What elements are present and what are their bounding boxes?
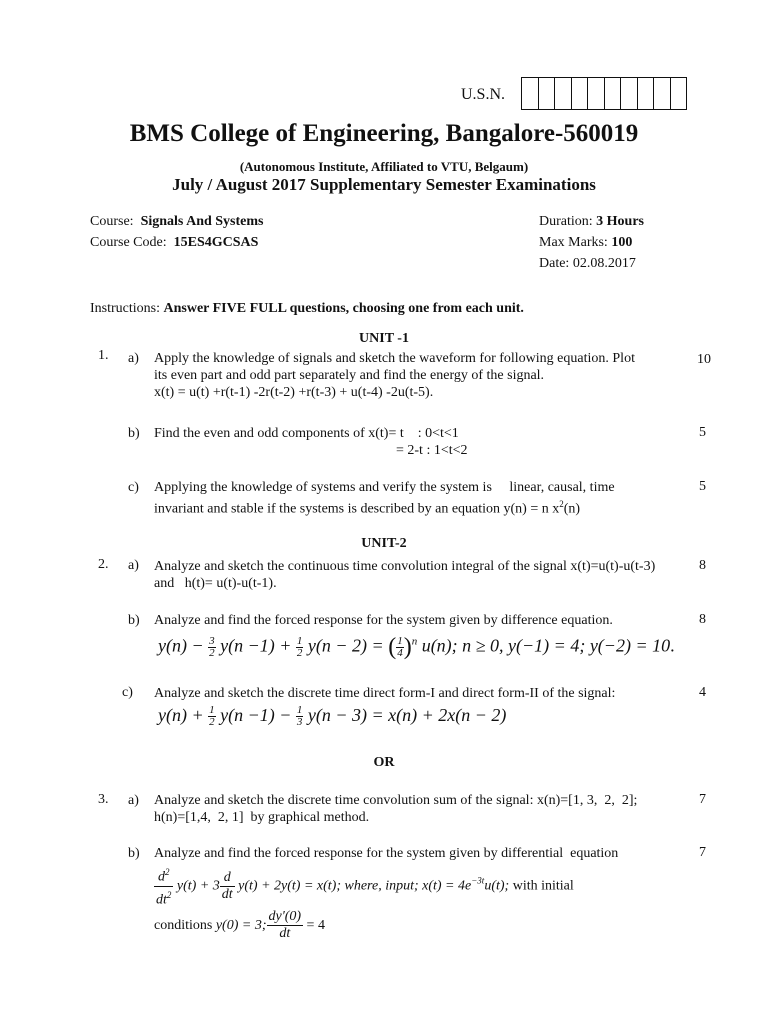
unit-2-heading: UNIT-2 xyxy=(361,536,407,551)
fraction xyxy=(296,636,304,659)
question-line: Applying the knowledge of systems and verify the system is linear, causal, time xyxy=(154,480,615,495)
question-text: conditions xyxy=(154,918,216,933)
max-marks-label: Max Marks: xyxy=(539,235,608,250)
question-text: invariant and stable if the systems is described by an equation y(n) = n x xyxy=(154,501,560,517)
marks: 4 xyxy=(699,685,706,700)
question-text: with initial xyxy=(509,878,574,894)
marks: 7 xyxy=(699,845,706,860)
code-line xyxy=(90,235,258,251)
usn-boxes xyxy=(521,77,687,110)
superscript: 2 xyxy=(559,499,564,509)
fraction xyxy=(208,705,216,728)
unit-1-heading: UNIT -1 xyxy=(359,331,409,346)
numerator xyxy=(154,864,173,887)
superscript: 2 xyxy=(166,889,172,900)
question-line: Analyze and sketch the discrete time convolution sum of the signal: x(n)=[1, 3, 2, 2]; xyxy=(154,793,638,808)
max-marks-value: 100 xyxy=(611,235,633,250)
numerator: 1 xyxy=(397,635,403,647)
marks: 5 xyxy=(699,425,706,440)
period: . xyxy=(670,635,675,656)
question-line: and h(t)= u(t)-u(t-1). xyxy=(154,576,277,591)
signal-equation xyxy=(158,705,506,728)
exponent: n xyxy=(411,635,418,648)
subquestion-label: a) xyxy=(128,793,139,808)
fraction xyxy=(296,705,304,728)
differential-equation xyxy=(154,864,574,908)
question-number: 2. xyxy=(98,557,109,572)
fraction xyxy=(220,870,235,903)
or-divider: OR xyxy=(373,755,395,770)
code-label: Course Code: xyxy=(90,235,167,250)
denominator: dt xyxy=(279,926,291,941)
denominator: 3 xyxy=(296,716,303,729)
fraction xyxy=(396,636,404,659)
instructions-text: Answer FIVE FULL questions, choosing one from each unit. xyxy=(163,301,524,316)
numerator: 1 xyxy=(296,635,303,647)
question-1c-line-2 xyxy=(154,496,580,518)
instructions xyxy=(90,301,524,317)
numerator: 1 xyxy=(296,704,303,717)
question-1a-text xyxy=(154,350,635,401)
superscript: 2 xyxy=(164,867,170,877)
duration-value: 3 Hours xyxy=(596,214,644,229)
marks: 8 xyxy=(699,558,706,573)
fraction xyxy=(154,864,173,908)
usn-box xyxy=(588,78,605,109)
course-label: Course: xyxy=(90,214,134,229)
numerator: 3 xyxy=(209,635,215,647)
numerator: 1 xyxy=(209,704,215,717)
usn-box xyxy=(555,78,572,109)
usn-box xyxy=(539,78,556,109)
exam-title: July / August 2017 Supplementary Semester Examinations xyxy=(172,175,596,194)
equation-part: u(n); n ≥ 0, y(−1) = 4; y(−2) = 10 xyxy=(421,635,671,656)
equation-part: y(0) = 3; xyxy=(215,918,267,933)
instructions-label: Instructions: xyxy=(90,301,160,316)
open-paren: ( xyxy=(388,634,397,660)
subquestion-label: c) xyxy=(122,685,133,700)
question-line: Analyze and sketch the continuous time convolution integral of the signal x(t)=u(t)-u(t-3) xyxy=(154,559,656,574)
usn-box xyxy=(621,78,638,109)
usn-box xyxy=(522,78,539,109)
marks: 8 xyxy=(699,612,706,627)
course-name: Signals And Systems xyxy=(140,214,264,229)
question-line: x(t) = u(t) +r(t-1) -2r(t-2) +r(t-3) + u(t-4) -2u(t-5). xyxy=(154,385,434,400)
subquestion-label: c) xyxy=(128,480,139,495)
numerator: d xyxy=(220,870,235,887)
denominator: 4 xyxy=(397,647,403,659)
equation-part: y(t) + 2y(t) = x(t); where, input; x(t) = 4e xyxy=(238,878,472,894)
equation-part: u(t); xyxy=(484,878,510,894)
question-line: Apply the knowledge of signals and sketch the waveform for following equation. Plot xyxy=(154,351,635,366)
subquestion-label: b) xyxy=(128,426,140,441)
equation-part: y(n) − xyxy=(158,635,204,656)
equation-part: = 4 xyxy=(306,918,325,933)
usn-box xyxy=(654,78,671,109)
question-line: Analyze and find the forced response for the system given by difference equation. xyxy=(154,613,613,628)
subquestion-label: b) xyxy=(128,846,140,861)
max-marks-line xyxy=(539,235,632,251)
question-line: Find the even and odd components of x(t)= t : 0<t<1 xyxy=(154,426,459,441)
usn-box xyxy=(572,78,589,109)
equation-part: y(n −1) − xyxy=(220,705,292,725)
question-line: its even part and odd part separately and find the energy of the signal. xyxy=(154,368,545,383)
question-text: (n) xyxy=(563,501,581,517)
initial-conditions xyxy=(154,909,325,942)
course-code: 15ES4GCSAS xyxy=(173,235,259,250)
course-line xyxy=(90,214,264,230)
usn-box xyxy=(638,78,655,109)
marks: 7 xyxy=(699,792,706,807)
equation-part: y(n −1) + xyxy=(220,635,292,656)
close-paren: ) xyxy=(403,634,412,660)
subquestion-label: b) xyxy=(128,613,140,628)
autonomous-note: (Autonomous Institute, Affiliated to VTU, Belgaum) xyxy=(239,159,529,174)
duration-line xyxy=(539,214,644,230)
question-line: Analyze and find the forced response for the system given by differential equation xyxy=(154,846,619,861)
usn-box xyxy=(605,78,622,109)
denominator: 2 xyxy=(209,716,215,729)
subquestion-label: a) xyxy=(128,351,139,366)
fraction xyxy=(208,636,216,659)
question-number: 3. xyxy=(98,792,109,807)
equation-part: y(n − 3) = x(n) + 2x(n − 2) xyxy=(307,705,507,725)
equation-part: y(t) + 3 xyxy=(176,878,220,894)
question-number: 1. xyxy=(98,348,109,363)
denominator: dt xyxy=(221,886,233,902)
denominator: 2 xyxy=(209,647,215,659)
fraction xyxy=(267,909,304,942)
equation-part: y(n) + xyxy=(158,705,204,725)
denominator: 2 xyxy=(296,647,303,659)
equation-part: y(n − 2) = xyxy=(307,635,384,656)
college-title: BMS College of Engineering, Bangalore-560019 xyxy=(129,120,639,147)
subquestion-label: a) xyxy=(128,558,139,573)
usn-label: U.S.N. xyxy=(461,86,506,103)
marks: 5 xyxy=(699,479,706,494)
exam-date: Date: 02.08.2017 xyxy=(539,256,636,271)
differential-d: d xyxy=(157,869,165,885)
numerator: dy'(0) xyxy=(268,909,302,924)
question-line: Analyze and sketch the discrete time direct form-I and direct form-II of the signal: xyxy=(154,686,616,701)
denominator xyxy=(154,887,173,909)
exponent: −3t xyxy=(471,875,485,886)
difference-equation xyxy=(158,634,675,661)
marks: 10 xyxy=(697,352,711,367)
question-line: h(n)=[1,4, 2, 1] by graphical method. xyxy=(154,810,370,825)
question-line: = 2-t : 1<t<2 xyxy=(396,443,468,458)
differential-dt: dt xyxy=(156,892,167,908)
duration-label: Duration: xyxy=(539,214,593,229)
usn-box xyxy=(671,78,687,109)
